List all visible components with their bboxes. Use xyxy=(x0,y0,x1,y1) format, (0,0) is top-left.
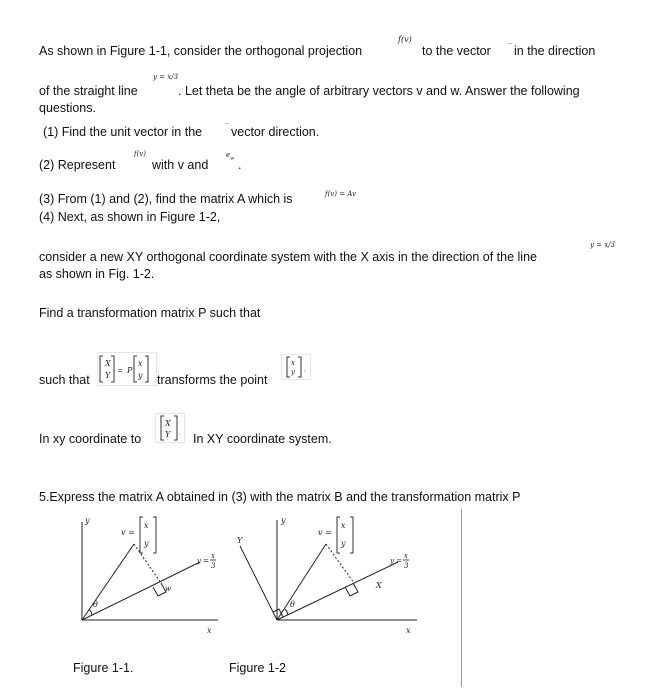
w-vector-mark-q1: ⁻ xyxy=(225,121,230,130)
point-vector-b xyxy=(155,413,185,443)
fig1-line-den: 3 xyxy=(211,562,216,570)
figure-1-2-caption: Figure 1-2 xyxy=(229,661,286,675)
question-2a: (2) Represent xyxy=(39,158,116,172)
question-3: (3) From (1) and (2), find the matrix A which is xyxy=(39,192,293,206)
question-1: (1) Find the unit vector in the xyxy=(43,125,203,139)
paragraph-5: Find a transformation matrix P such that xyxy=(39,306,261,320)
fig2-x-label: x xyxy=(406,626,411,635)
paragraph-4a: consider a new XY orthogonal coordinate system with the X axis in the direction of the line xyxy=(39,250,537,264)
theta-arc-2 xyxy=(285,609,288,615)
Y-axis-tilted xyxy=(240,546,277,620)
fig1-left-bracket xyxy=(140,517,143,553)
fig1-v-bot: y xyxy=(144,539,149,548)
right-angle-marker-2 xyxy=(345,583,358,596)
vertical-divider xyxy=(461,509,462,687)
q3-equation: f(v) = Av xyxy=(325,190,357,198)
svg-text:X: X xyxy=(165,419,171,428)
question-5: 5.Express the matrix A obtained in (3) with the matrix B and the transformation matrix P xyxy=(39,490,521,504)
ew-sub: w xyxy=(230,155,235,162)
point-vector-a xyxy=(281,354,311,380)
svg-text:=: = xyxy=(118,366,123,375)
paragraph-6b: transforms the point xyxy=(157,373,268,387)
fig2-line-num: x xyxy=(404,552,408,560)
intro-line-2c: questions. xyxy=(39,101,96,115)
fig2-v-top: x xyxy=(341,521,346,530)
question-1-tail: vector direction. xyxy=(231,125,320,139)
transformation-equation xyxy=(97,352,157,386)
fig1-theta: θ xyxy=(93,600,98,609)
intro-line-2b: . Let theta be the angle of arbitrary vectors v and w. Answer the following xyxy=(178,84,580,98)
paragraph-7b: In XY coordinate system. xyxy=(193,432,332,446)
fig1-line-lhs: y = xyxy=(197,557,210,565)
ew-base: e xyxy=(226,151,231,159)
svg-text:x: x xyxy=(291,359,295,367)
svg-text:X: X xyxy=(105,359,111,368)
figure-1-2 xyxy=(212,508,422,658)
svg-text:,: , xyxy=(304,367,306,373)
q2-period: . xyxy=(238,158,242,172)
intro-line-2a: of the straight line xyxy=(39,84,138,98)
fig1-v-top: x xyxy=(144,521,149,530)
figure-1-2-drawing xyxy=(212,508,422,658)
question-2b: with v and xyxy=(152,158,209,172)
svg-text:x: x xyxy=(138,359,143,368)
svg-text:P: P xyxy=(127,366,133,375)
intro-line-1a: As shown in Figure 1-1, consider the orthogonal projection xyxy=(39,44,363,58)
projection-line-2 xyxy=(326,544,354,583)
paragraph-6a: such that xyxy=(39,373,90,387)
theta-arc xyxy=(89,609,92,615)
line-eq-p4: y = x/3 xyxy=(590,241,616,249)
svg-text:Y: Y xyxy=(105,371,111,380)
fig1-v-label: v = xyxy=(121,528,135,537)
fig1-x-label: x xyxy=(207,626,212,635)
svg-text:Y: Y xyxy=(165,430,171,439)
fig2-line-lhs: y = xyxy=(390,557,403,565)
svg-text:y: y xyxy=(291,368,295,376)
figure-1-1-caption: Figure 1-1. xyxy=(73,661,134,675)
fv-formula: f(v) xyxy=(398,35,412,44)
fig2-right-bracket xyxy=(350,517,353,553)
fig2-left-bracket xyxy=(337,517,340,553)
fig2-v-label: v = xyxy=(318,528,332,537)
fig1-w-label: w xyxy=(165,585,171,593)
line-equation-small xyxy=(153,74,178,81)
q2-fv: f(v) xyxy=(134,150,147,158)
intro-line-1c: in the direction xyxy=(514,44,596,58)
vector-v xyxy=(82,544,134,620)
fig2-X-label: X xyxy=(376,581,382,590)
fig2-Y-label: Y xyxy=(237,536,243,545)
intro-line-1b: to the vector xyxy=(422,44,491,58)
paragraph-4b: as shown in Fig. 1-2. xyxy=(39,267,155,281)
fig2-theta: θ xyxy=(290,600,295,609)
projection-line xyxy=(134,544,161,583)
q2-ew xyxy=(226,151,234,162)
paragraph-7a: In xy coordinate to xyxy=(39,432,142,446)
question-4: (4) Next, as shown in Figure 1-2, xyxy=(39,210,221,224)
fig2-y-label: y xyxy=(281,516,286,525)
fig1-line-num: x xyxy=(211,552,215,560)
svg-text:.: . xyxy=(179,431,181,437)
fig1-right-bracket xyxy=(153,517,156,553)
w-vector-mark: ⁻ xyxy=(508,41,513,50)
fig2-v-bot: y xyxy=(341,539,346,548)
fig2-line-den: 3 xyxy=(404,562,409,570)
line-y-equals-x-over-3 xyxy=(82,562,200,620)
svg-text:y: y xyxy=(138,371,143,380)
line-eq-text: y = x/3 xyxy=(153,73,179,81)
fig1-y-label: y xyxy=(85,516,90,525)
